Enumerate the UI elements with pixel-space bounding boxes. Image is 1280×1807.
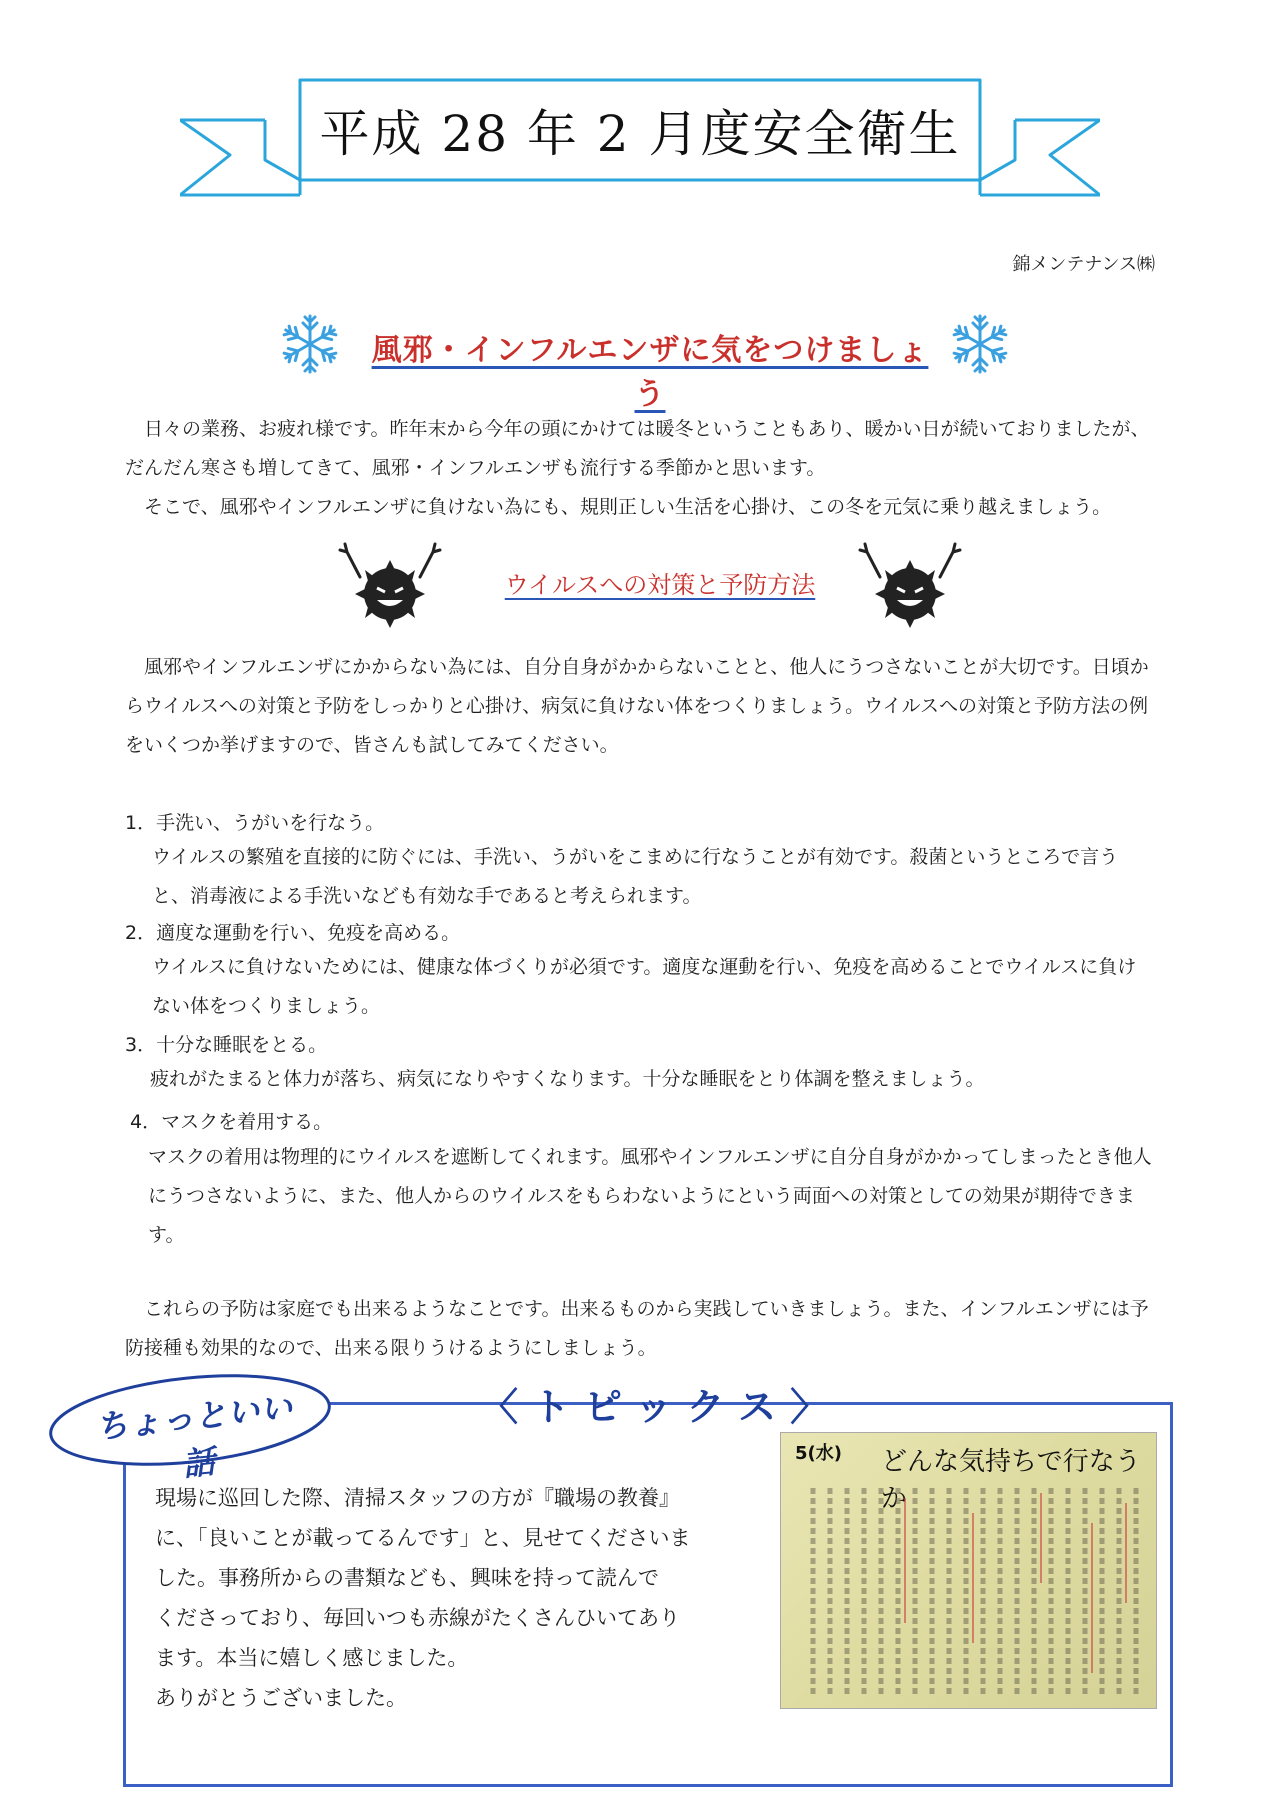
topics-text [155, 1478, 745, 1718]
snowflake-icon [278, 312, 342, 376]
virus-icon [335, 532, 445, 632]
item-3-body: 疲れがたまると体力が落ち、病気になりやすくなります。十分な睡眠をとり体調を整えましょう。 [150, 1068, 985, 1090]
item-2-heading: 2．適度な運動を行い、免疫を高める。 [125, 922, 461, 944]
photo-title: どんな気持ちで行なうか [881, 1447, 1141, 1514]
snowflake-icon [948, 312, 1012, 376]
item-1-heading: 1．手洗い、うがいを行なう。 [125, 812, 385, 834]
photo-date: 5(水) [795, 1443, 842, 1464]
topics-line: ます。本当に嬉しく感じました。 [155, 1646, 469, 1670]
virus-intro-text: 風邪やインフルエンザにかからない為には、自分自身がかからないことと、他人にうつさないことが大切です。日頃からウイルスへの対策と予防をしっかりと心掛け、病気に負けない体をつくりましょう。ウイルスへの対策と予防方法の例をいくつか挙げますので、皆さんも試してみてください。 [125, 656, 1149, 756]
item-4-heading: 4．マスクを着用する。 [130, 1111, 333, 1133]
photo-text-columns [781, 1483, 1156, 1708]
company-name: 錦メンテナンス㈱ [1012, 254, 1155, 275]
topics-line: に、「良いことが載ってるんです」と、見せてくださいま [155, 1526, 691, 1550]
topics-badge: ちょっといい話 [94, 1387, 295, 1484]
item-3-heading: 3．十分な睡眠をとる。 [125, 1034, 328, 1056]
virus-icon [855, 532, 965, 632]
closing-text: これらの予防は家庭でも出来るようなことです。出来るものから実践していきましょう。また、インフルエンザには予防接種も効果的なので、出来る限りうけるようにしましょう。 [125, 1298, 1149, 1359]
topics-line: 現場に巡回した際、清掃スタッフの方が『職場の教養』 [155, 1486, 680, 1510]
intro-paragraph-1: 日々の業務、お疲れ様です。昨年末から今年の頭にかけては暖冬ということもあり、暖かい日が続いておりましたが、だんだん寒さも増してきて、風邪・インフルエンザも流行する季節かと思います。 [125, 418, 1150, 479]
item-4-body: マスクの着用は物理的にウイルスを遮断してくれます。風邪やインフルエンザに自分自身がかかってしまったとき他人にうつさないように、また、他人からのウイルスをもらわないようにという両面への対策としての効果が期待できます。 [148, 1146, 1152, 1246]
section-heading-virus: ウイルスへの対策と予防方法 [504, 571, 816, 599]
section-heading-cold: 風邪・インフルエンザに気をつけましょう [371, 333, 929, 412]
intro-paragraph-2: そこで、風邪やインフルエンザに負けない為にも、規則正しい生活を心掛け、この冬を元気に乗り越えましょう。 [144, 496, 1112, 518]
topics-line: くださっており、毎回いつも赤線がたくさんひいてあり [155, 1606, 680, 1630]
intro-text [125, 410, 1155, 527]
item-2-body: ウイルスに負けないためには、健康な体づくりが必須です。適度な運動を行い、免疫を高めることでウイルスに負けない体をつくりましょう。 [152, 956, 1137, 1017]
topics-line: ありがとうございました。 [155, 1686, 407, 1710]
item-1-body: ウイルスの繁殖を直接的に防ぐには、手洗い、うがいをこまめに行なうことが有効です。殺菌というところで言うと、消毒液による手洗いなども有効な手であると考えられます。 [152, 846, 1119, 907]
topics-title: 〈トピックス〉 [480, 1385, 843, 1429]
page-title: 平成 28 年 2 月度安全衛生 [319, 105, 961, 163]
topics-line: した。事務所からの書類なども、興味を持って読んで [155, 1566, 659, 1590]
book-page-photo [780, 1432, 1157, 1709]
